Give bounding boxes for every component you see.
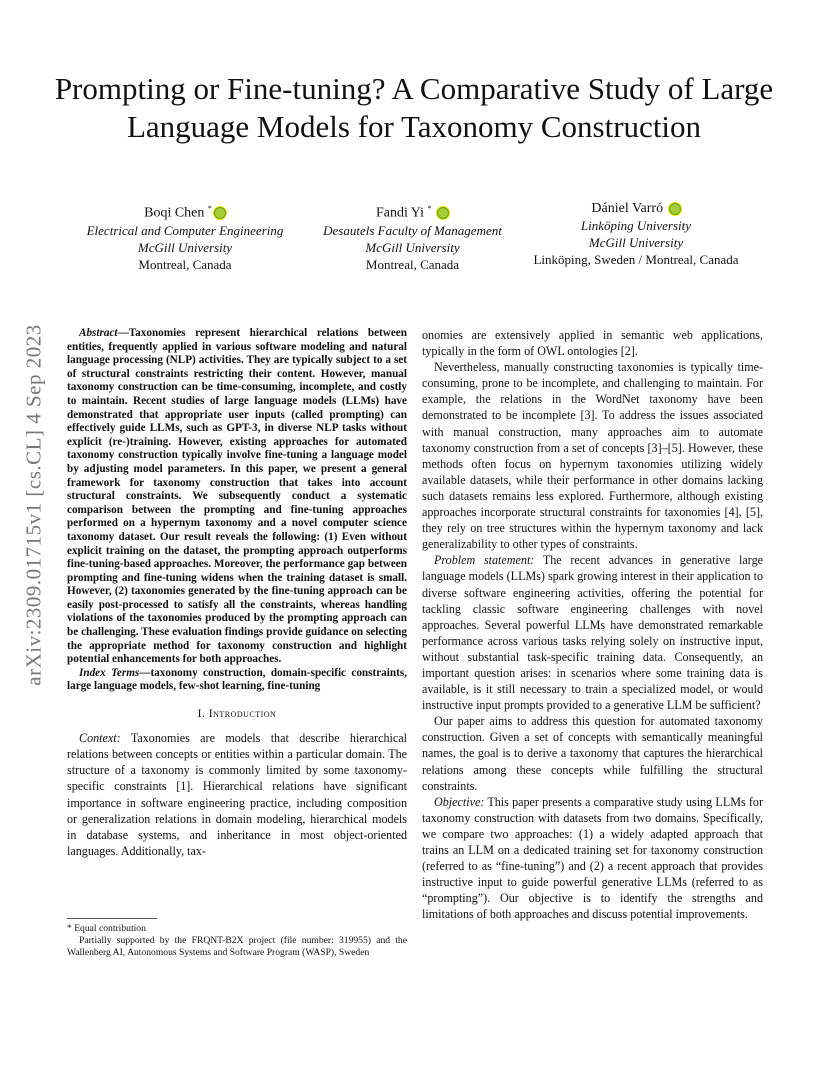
author-name: Dániel Varró — [591, 201, 664, 216]
author-affiliation: Electrical and Computer Engineering — [86, 222, 284, 238]
paragraph-text: Our paper aims to address this question for automated taxonomy construction. Given a set of concepts with semantically meaningful names, the goal is to derive a taxonomy that captures the hierarchical relations among these concepts while fulfilling the structural constraints. — [422, 714, 763, 793]
body-paragraph — [422, 713, 763, 793]
objective-paragraph — [422, 794, 763, 923]
body-paragraph — [422, 327, 763, 359]
section-heading: I. Introduction — [197, 708, 277, 721]
author-block-3 — [520, 200, 752, 268]
abstract — [67, 327, 407, 667]
paragraph-text: The recent advances in generative large language models (LLMs) spark growing interest in their application to diverse software engineering activities, offering the potential for tackling classic software engineering challenges with novel approaches. Several powerful LLMs have demonstrated remarkable performance across various tasks relying solely on instructive input, without substantial task-specific training data. Consequently, an important question arises: in scenarios where some training data is available, is it still necessary to train a specialized model, or would instructive input prompts provided to a generative LLM be sufficient? — [422, 553, 763, 713]
index-terms-label: Index Terms — [79, 666, 140, 679]
orcid-icon[interactable] — [214, 207, 226, 219]
paper-title: Prompting or Fine-tuning? A Comparative Study of Large Language Models for Taxonomy Construction — [54, 71, 774, 144]
equal-contribution-mark: * — [427, 204, 432, 213]
abstract-text: —Taxonomies represent hierarchical relations between entities, frequently applied in various software modeling and natural language processing (NLP) activities. They are typically subject to a set of structural constraints restricting their content. However, manual taxonomy construction can be time-consuming, incomplete, and costly to maintain. Recent studies of large language models (LLMs) have demonstrated that appropriate user inputs (called prompting) can effectively guide LLMs, such as GPT-3, in diverse NLP tasks without explicit (re-)training. However, existing approaches for automated taxonomy construction typically involve fine-tuning a language model by adjusting model parameters. In this paper, we present a general framework for taxonomy construction that takes into account structural constraints. We subsequently conduct a systematic comparison between the prompting and fine-tuning approaches performed on a hypernym taxonomy and a novel computer science taxonomy dataset. Our result reveals the following: (1) Even without explicit training on the dataset, the prompting approach outperforms fine-tuning-based approaches. Moreover, the performance gap between prompting and fine-tuning widens when the training dataset is small. However, (2) taxonomies generated by the fine-tuning approach can be easily post-processed to satisfy all the constraints, whereas handling violations of the taxonomies produced by the prompting approach can be challenging. These evaluation findings provide guidance on selecting the appropriate method for taxonomy construction and highlight potential enhancements for both approaches. — [67, 327, 407, 666]
context-paragraph — [67, 730, 407, 859]
author-location: Montreal, Canada — [365, 256, 460, 272]
body-paragraph — [422, 359, 763, 552]
footnote-rule — [67, 918, 157, 919]
paragraph-text: Nevertheless, manually constructing taxonomies is typically time-consuming, prone to be incomplete, and challenging to maintain. For example, the relations in the WordNet taxonomy have been demonstrated to be incomplete [3]. To address the issues associated with manual construction, many approaches aim to automate taxonomy construction from a set of concepts [3]–[5]. However, these methods often focus on hypernym taxonomies utilizing widely available datasets, while their performance in other domains lacking such datasets remains less explored. Furthermore, although existing approaches incorporate structural constraints for taxonomies [4], [5], they rely on tree structures within the hypernym taxonomy and lack generalizability to other types of constraints. — [422, 360, 763, 552]
author-location: Linköping, Sweden / Montreal, Canada — [533, 252, 739, 267]
author-name: Fandi Yi — [375, 205, 425, 221]
right-column — [422, 327, 763, 922]
author-block-2 — [305, 200, 520, 273]
left-column — [67, 327, 407, 859]
footnotes — [67, 918, 407, 959]
author-name: Boqi Chen — [144, 205, 205, 221]
author-institution: McGill University — [365, 239, 460, 255]
paragraph-lead: Objective: — [434, 794, 485, 809]
paragraph-text: This paper presents a comparative study using LLMs for taxonomy construction with datasets from two domains. Specifically, we compare two approaches: (1) a widely adapted approach that trains an LLM on a dedicated training set for taxonomy construction (referred to as “fine-tuning”) and (2) a recent approach that provides instructive input to guide powerful generative LLMs (referred to as “prompting”). Our objective is to identify the strengths and limitations of both approaches and discuss potential improvements. — [422, 794, 763, 922]
author-block-1 — [80, 200, 290, 273]
footnote-support: Partially supported by the FRQNT-B2X project (file number: 319955) and the Wallenberg AI, Autonomous Systems and Software Program (WASP), Sweden — [67, 935, 407, 958]
paragraph-text: Taxonomies are models that describe hierarchical relations between concepts or entities within a particular domain. The structure of a taxonomy is commonly limited by some taxonomy-specific constraints [1]. Hierarchical relations have significant importance in software engineering practice, including composition or generalization relations in domain modeling, hierarchical models in database systems, and inheritance in most object-oriented languages. Additionally, tax- — [67, 731, 407, 858]
arxiv-identifier: arXiv:2309.01715v1 [cs.CL] 4 Sep 2023 — [21, 324, 46, 686]
equal-contribution-mark: * — [207, 204, 212, 213]
author-institution: McGill University — [137, 239, 233, 255]
index-terms — [67, 667, 407, 694]
author-location: Montreal, Canada — [138, 256, 232, 272]
arxiv-sidebar — [14, 290, 54, 720]
problem-statement-paragraph — [422, 552, 763, 713]
paragraph-lead: Problem statement: — [434, 553, 535, 568]
index-terms-text: —taxonomy construction, domain-specific constraints, large language models, few-shot learning, fine-tuning — [67, 666, 407, 693]
author-institution: McGill University — [588, 235, 684, 250]
paragraph-text: onomies are extensively applied in semantic web applications, typically in the form of OWL ontologies [2]. — [422, 328, 763, 359]
orcid-icon[interactable] — [669, 203, 681, 215]
footnote-equal: * Equal contribution — [67, 923, 146, 934]
author-affiliation: Linköping University — [580, 218, 692, 233]
paragraph-lead: Context: — [79, 731, 121, 746]
author-affiliation: Desautels Faculty of Management — [323, 222, 502, 238]
abstract-label: Abstract — [79, 327, 118, 339]
orcid-icon[interactable] — [437, 207, 449, 219]
